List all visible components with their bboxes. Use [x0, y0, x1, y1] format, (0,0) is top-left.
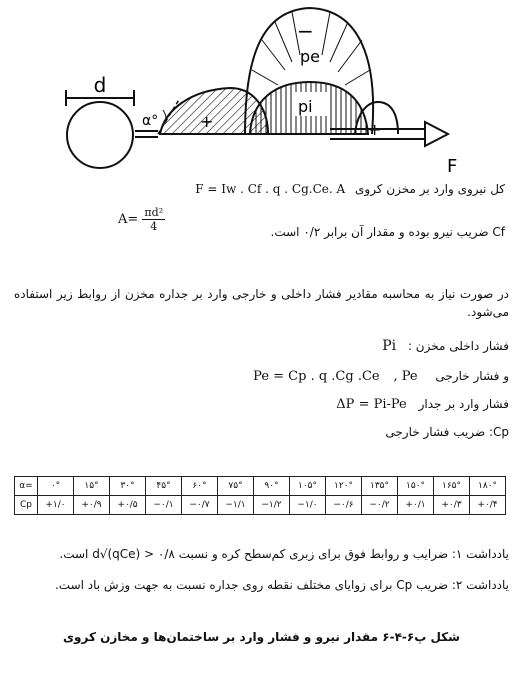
- row-label-cp: Cp: [15, 496, 38, 515]
- sign-plus-right: +: [368, 120, 382, 139]
- force-text: کل نیروی وارد بر مخزن کروی: [355, 182, 505, 196]
- note-2: یادداشت ۲: ضریب Cp برای زوایای مختلف نقطه روی جداره نسبت به جهت وزش باد است.: [54, 578, 509, 592]
- cf-text: Cf ضریب نیرو بوده و مقدار آن برابر ۰/۲ است.: [270, 225, 505, 239]
- external-pressure-line: [89, 367, 509, 386]
- external-symbol: , Pe: [393, 369, 418, 384]
- cp-cell: −۰/۶: [326, 496, 362, 515]
- sphere-pressure-figure: [0, 0, 523, 180]
- wall-pressure-line: [89, 395, 509, 414]
- cp-label: Cp: ضریب فشار خارجی: [385, 425, 509, 439]
- label-pe: pe: [300, 47, 320, 66]
- external-label: و فشار خارجی: [435, 369, 509, 383]
- label-pi: pi: [298, 97, 313, 116]
- angle-cell: ۰°: [38, 477, 74, 496]
- cp-cell: −۰/۷: [182, 496, 218, 515]
- angle-cell: ۷۵°: [218, 477, 254, 496]
- cp-cell: +۰/۴: [470, 496, 506, 515]
- label-alpha: α°: [142, 113, 159, 129]
- external-formula: Pe = Cp . q .Cg .Ce: [253, 369, 380, 384]
- angle-cell: ۱۳۵°: [362, 477, 398, 496]
- angle-cell: ۱۶۵°: [434, 477, 470, 496]
- angle-cell: ۳۰°: [110, 477, 146, 496]
- angle-cell: ۱۵۰°: [398, 477, 434, 496]
- figure-caption: شکل پ۶-۴-۶ مقدار نیرو و فشار وارد بر ساختمان‌ها و مخازن کروی: [63, 630, 460, 644]
- cp-cell: +۰/۳: [434, 496, 470, 515]
- force-formula-line: [25, 180, 505, 198]
- area-lhs: A=: [118, 212, 139, 227]
- wall-formula: ΔP = Pi-Pe: [336, 397, 407, 412]
- note-1: یادداشت ۱: ضرایب و روابط فوق برای زبری کم‌سطح کره و نسبت ۰/۸ < d√(qCe) است.: [59, 547, 509, 561]
- sign-minus-top: −: [297, 19, 314, 43]
- cp-cell: −۰/۱: [146, 496, 182, 515]
- internal-pressure-line: [109, 337, 509, 355]
- sphere-circle: [67, 102, 133, 168]
- sign-plus-left: +: [200, 112, 214, 131]
- wall-label: فشار وارد بر جدار: [418, 397, 509, 411]
- internal-label: فشار داخلی مخزن :: [407, 339, 509, 353]
- intro-paragraph: در صورت نیاز به محاسبه مقادیر فشار داخلی و خارجی وارد بر جداره مخزن از روابط زیر استفاده می‌شود.: [14, 287, 509, 319]
- table-row: [15, 496, 506, 515]
- label-d: d: [93, 73, 107, 97]
- angle-cell: ۶۰°: [182, 477, 218, 496]
- table-row: [15, 477, 506, 496]
- cp-table: [14, 476, 506, 515]
- angle-cell: ۴۵°: [146, 477, 182, 496]
- angle-cell: ۹۰°: [254, 477, 290, 496]
- label-F: F: [447, 156, 458, 177]
- cp-cell: +۰/۵: [110, 496, 146, 515]
- area-fraction: [142, 206, 165, 233]
- area-denominator: 4: [150, 220, 158, 233]
- angle-cell: ۱۰۵°: [290, 477, 326, 496]
- angle-cell: ۱۵°: [74, 477, 110, 496]
- row-label-alpha: α=: [15, 477, 38, 496]
- area-numerator: πd²: [144, 206, 164, 219]
- cp-cell: −۱/۰: [290, 496, 326, 515]
- force-formula: F = Iw . Cf . q . Cg.Ce. A: [195, 182, 346, 196]
- cp-cell: +۰/۱: [398, 496, 434, 515]
- angle-cell: ۱۲۰°: [326, 477, 362, 496]
- area-formula: [118, 206, 165, 233]
- angle-cell: ۱۸۰°: [470, 477, 506, 496]
- cp-cell: +۰/۹: [74, 496, 110, 515]
- cp-cell: −۱/۲: [254, 496, 290, 515]
- cp-cell: −۰/۲: [362, 496, 398, 515]
- cp-cell: −۱/۱: [218, 496, 254, 515]
- cp-cell: +۱/۰: [38, 496, 74, 515]
- internal-symbol: Pi: [382, 338, 397, 354]
